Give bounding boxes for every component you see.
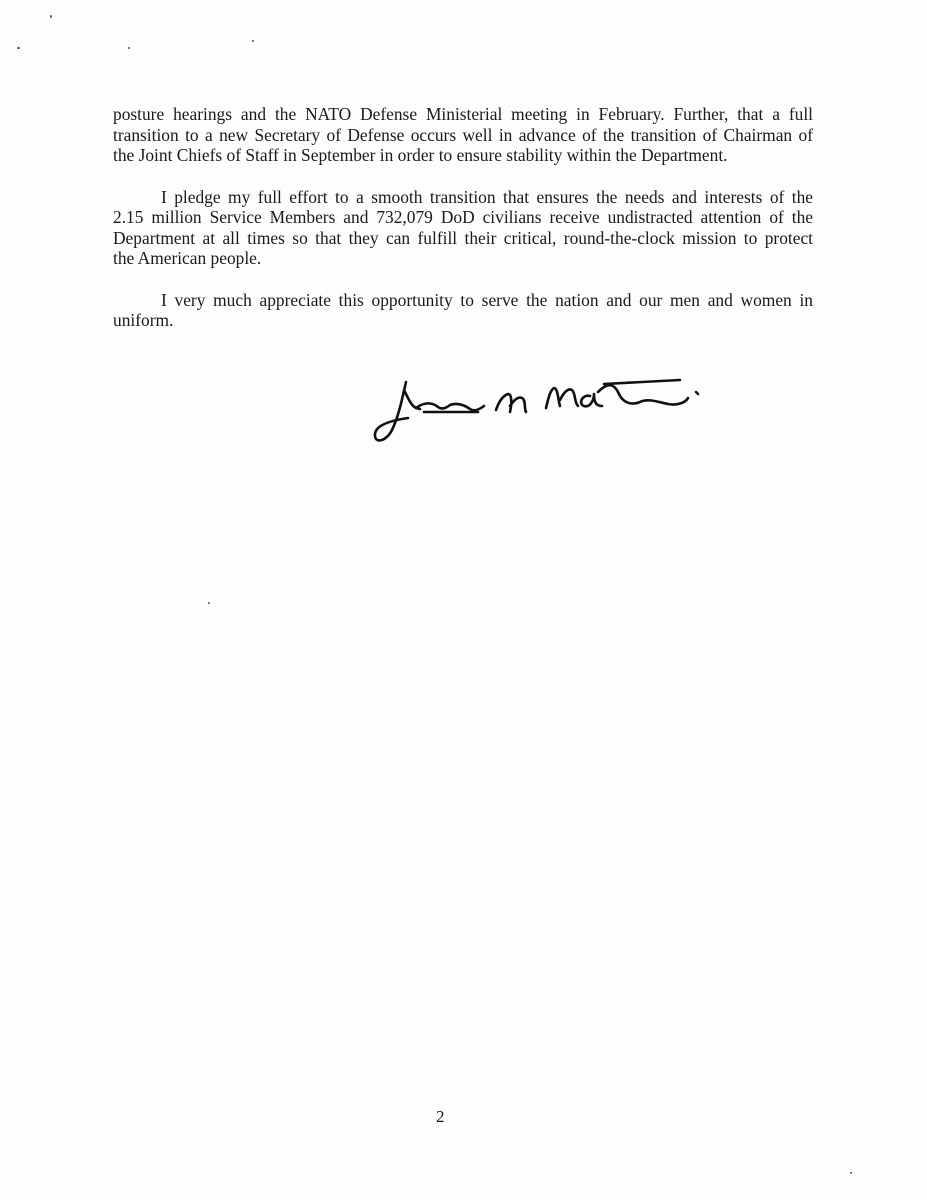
paragraph-2	[113, 187, 813, 269]
text-line: posture hearings and the NATO Defense Ministerial meeting in February. Further, that a full	[113, 104, 813, 124]
text-line: 2.15 million Service Members and 732,079 DoD civilians receive undistracted attention of the	[113, 207, 813, 227]
paragraph-1	[113, 104, 813, 166]
text-line: uniform.	[113, 310, 174, 330]
paragraph-3	[113, 290, 813, 331]
page-number: 2	[436, 1107, 445, 1126]
text-line: the American people.	[113, 248, 262, 268]
text-line: Department at all times so that they can fulfill their critical, round-the-clock mission to protect	[113, 227, 813, 248]
text-line: I pledge my full effort to a smooth transition that ensures the needs and interests of the	[161, 186, 813, 207]
scan-speck	[850, 1172, 852, 1174]
text-line: the Joint Chiefs of Staff in September in order to ensure stability within the Department.	[113, 145, 728, 165]
letter-body	[113, 104, 813, 352]
scan-speck	[252, 40, 254, 42]
scan-speck	[128, 47, 130, 49]
scan-speck	[17, 47, 20, 49]
scan-speck	[208, 602, 210, 604]
handwritten-signature	[368, 372, 713, 454]
scan-speck	[50, 15, 52, 18]
text-line: transition to a new Secretary of Defense occurs well in advance of the transition of Chairman of	[113, 124, 813, 145]
text-line: I very much appreciate this opportunity to serve the nation and our men and women in	[161, 289, 813, 310]
